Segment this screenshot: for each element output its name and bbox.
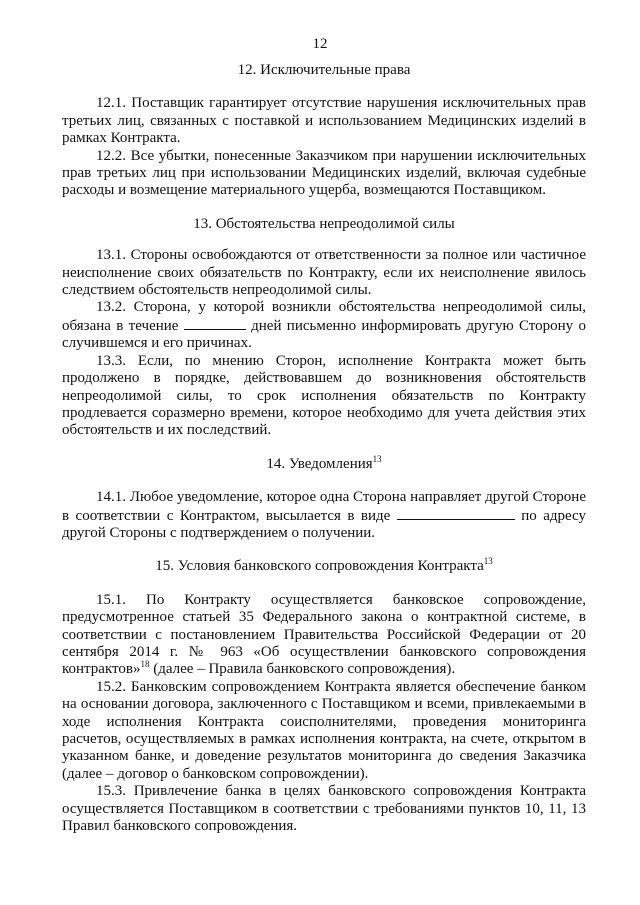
- footnote-ref-13a: 13: [372, 453, 382, 464]
- page-number: 12: [312, 36, 328, 52]
- paragraph-14-1-end: по адресу другой Стороны с подтверждением о получении.: [62, 507, 587, 541]
- section-14-title-text: 14. Уведомления: [266, 455, 373, 472]
- paragraph-15-1: [62, 592, 586, 679]
- paragraph-12-2: 12.2. Все убытки, понесенные Заказчиком при нарушении исключительных прав третьих лиц при использовании Медицинских изделий, включая судебные расходы и возмещение материального ущерба, возмещаются Поставщиком.: [62, 147, 586, 199]
- section-15-title: [62, 558, 586, 575]
- footnote-ref-13b: 13: [483, 556, 493, 567]
- paragraph-13-2-end: дней письменно информировать другую Сторону о случившемся и его причинах.: [62, 317, 587, 352]
- section-15-title-text: 15. Условия банковского сопровождения Контракта: [155, 558, 484, 575]
- blank-form-field: [397, 507, 515, 520]
- section-12-title: 12. Исключительные права: [237, 62, 411, 78]
- paragraph-13-3: 13.3. Если, по мнению Сторон, исполнение Контракта может быть продолжено в порядке, действовавшем до возникновения обстоятельств непреодолимой силы, то срок исполнения обязательств по Контракту продлевается соразмерно времени, которое необходимо для учета действия этих обстоятельств и их последствий.: [62, 352, 586, 439]
- blank-days-field: [184, 317, 246, 330]
- section-13-title: 13. Обстоятельства непреодолимой силы: [193, 215, 455, 232]
- paragraph-14-1-start: 14.1. Любое уведомление, которое одна Сторона направляет другой Стороне в соответствии с Контрактом, высылается в виде: [62, 489, 586, 524]
- paragraph-15-1-end: (далее – Правила банковского сопровождения).: [149, 661, 456, 678]
- paragraph-12-1: 12.1. Поставщик гарантирует отсутствие нарушения исключительных прав третьих лиц, связанных с поставкой и использованием Медицинских изделий в рамках Контракта.: [62, 95, 586, 147]
- paragraph-14-1: [62, 489, 586, 542]
- paragraph-13-1: 13.1. Стороны освобождаются от ответственности за полное или частичное неисполнение своих обязательств по Контракту, если их неисполнение явилось следствием обстоятельств непреодолимой силы.: [62, 247, 586, 299]
- document-body: [62, 62, 586, 835]
- footnote-ref-18: 18: [140, 659, 150, 670]
- section-14-title: [62, 453, 586, 473]
- paragraph-13-2: [62, 299, 586, 352]
- paragraph-13-2-start: 13.2. Сторона, у которой возникли обстоятельства непреодолимой силы, обязана в течение: [62, 299, 586, 334]
- paragraph-15-1-start: 15.1. По Контракту осуществляется банковское сопровождение, предусмотренное статьей 35 Федерального закона о контрактной системе, в соответствии с постановлением Правительства Российской Федерации от 20 сентября 2014 г. № 963 «Об осуществлении банковского сопровождения контрактов»: [62, 591, 586, 678]
- paragraph-15-3: 15.3. Привлечение банка в целях банковского сопровождения Контракта осуществляется Поставщиком в соответствии с требованиями пунктов 10, 11, 13 Правил банковского сопровождения.: [62, 783, 586, 835]
- paragraph-15-2: 15.2. Банковским сопровождением Контракта является обеспечение банком на основании договора, заключенного с Поставщиком и всеми, привлекаемыми в ходе исполнения Контракта соисполнителями, проведения мониторинга расчетов, осуществляемых в рамках исполнения контракта, на счете, открытом в указанном банке, и доведение результатов мониторинга до сведения Заказчика (далее – договор о банковском сопровождении).: [62, 678, 586, 782]
